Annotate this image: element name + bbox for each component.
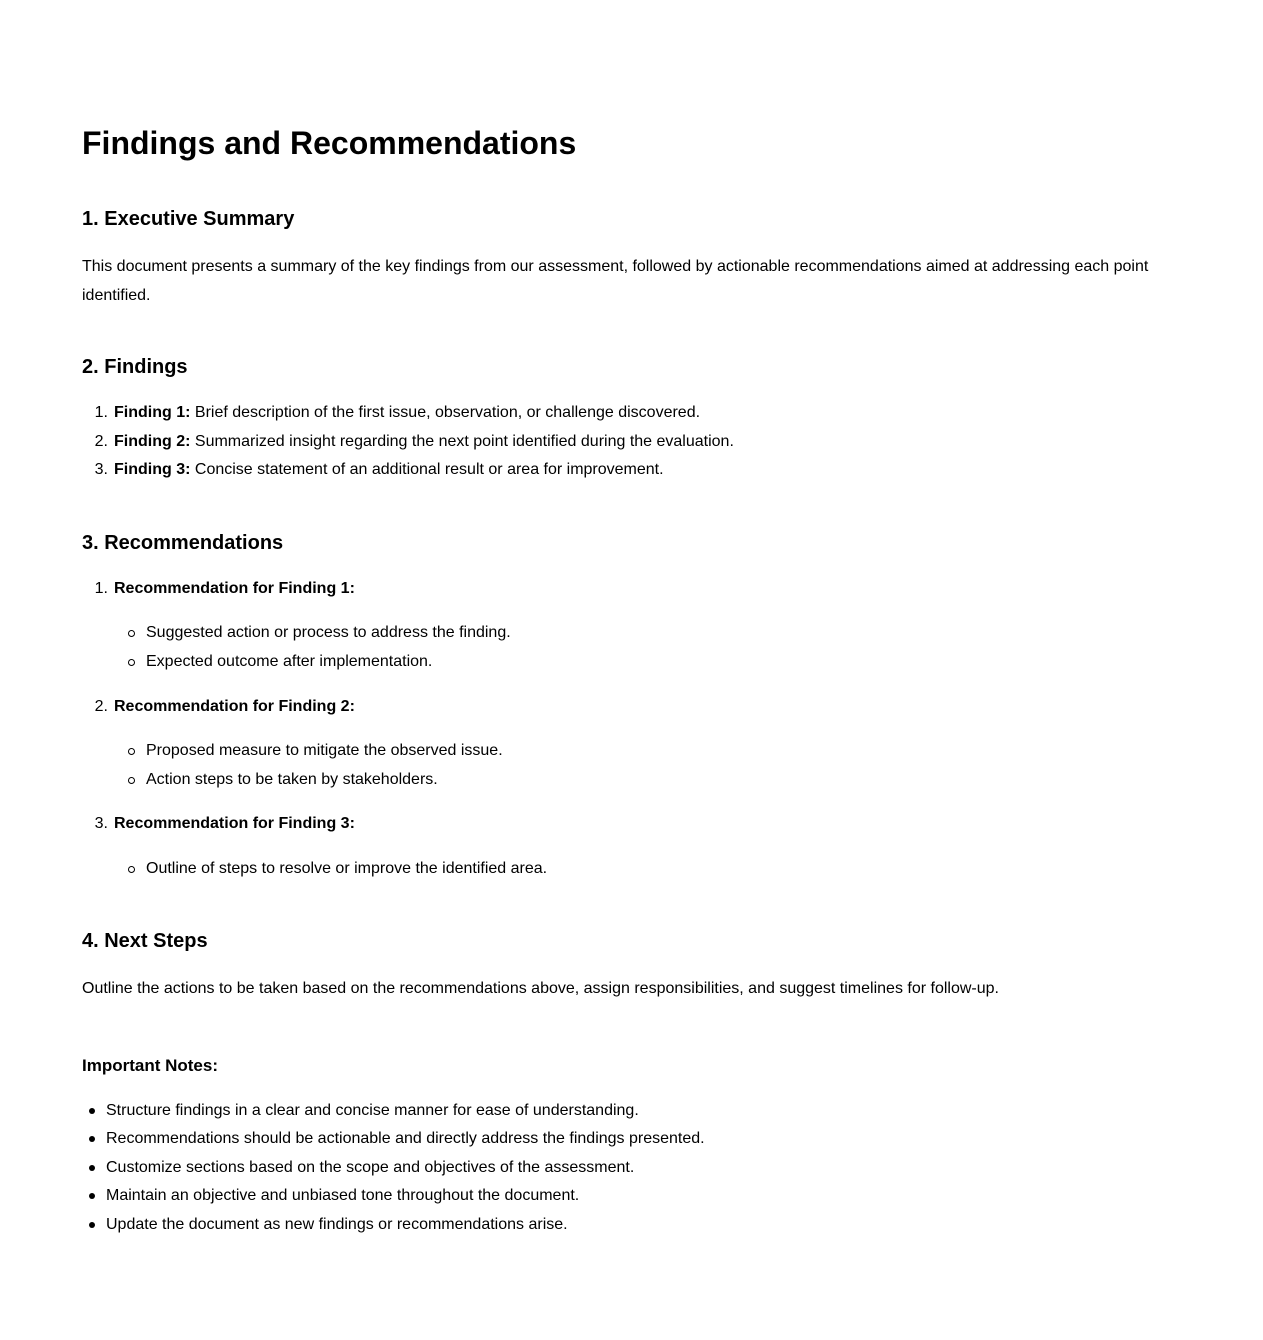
recommendation-bullet: Expected outcome after implementation. [146,653,433,670]
finding-text: Concise statement of an additional result or area for improvement. [194,461,664,478]
list-number: 3. [94,815,108,832]
recommendation-bullet: Outline of steps to resolve or improve the identified area. [146,860,548,877]
note-text: Update the document as new findings or recommendations arise. [106,1216,568,1233]
list-number: 2. [94,433,108,450]
note-text: Maintain an objective and unbiased tone throughout the document. [106,1187,580,1204]
finding-text: Brief description of the first issue, observation, or challenge discovered. [194,404,701,421]
page-title: Findings and Recommendations [82,125,577,161]
list-number: 1. [94,580,108,597]
note-text: Recommendations should be actionable and directly address the findings presented. [106,1130,705,1147]
hollow-bullet-icon [128,630,135,637]
finding-label: Finding 2: [114,433,191,450]
finding-label: Finding 1: [114,404,191,421]
list-number: 3. [94,461,108,478]
next-steps-text: Outline the actions to be taken based on the recommendations above, assign responsibilities, and suggest timelines for follow-up. [82,980,999,997]
recommendation-label: Recommendation for Finding 2: [114,698,355,715]
recommendation-label: Recommendation for Finding 1: [114,580,355,597]
list-number: 2. [94,698,108,715]
finding-label: Finding 3: [114,461,191,478]
recommendations-heading: 3. Recommendations [82,532,284,554]
bullet-icon [89,1108,95,1114]
hollow-bullet-icon [128,748,135,755]
recommendation-bullet: Suggested action or process to address the finding. [146,624,511,641]
hollow-bullet-icon [128,777,135,784]
hollow-bullet-icon [128,659,135,666]
note-text: Customize sections based on the scope and objectives of the assessment. [106,1159,635,1176]
recommendation-bullet: Proposed measure to mitigate the observed issue. [146,742,503,759]
recommendation-bullet: Action steps to be taken by stakeholders. [146,771,438,788]
note-text: Structure findings in a clear and concise manner for ease of understanding. [106,1102,639,1119]
executive-summary-text: This document presents a summary of the key findings from our assessment, followed by actionable recommendations aimed at addressing each point identified. [82,258,1149,304]
hollow-bullet-icon [128,866,135,873]
executive-summary-heading: 1. Executive Summary [82,208,295,230]
findings-heading: 2. Findings [82,356,188,378]
important-notes-heading: Important Notes: [82,1056,218,1075]
bullet-icon [89,1222,95,1228]
bullet-icon [89,1165,95,1171]
next-steps-heading: 4. Next Steps [82,930,208,952]
bullet-icon [89,1193,95,1199]
finding-text: Summarized insight regarding the next point identified during the evaluation. [194,433,734,450]
list-number: 1. [94,404,108,421]
recommendation-label: Recommendation for Finding 3: [114,815,355,832]
bullet-icon [89,1136,95,1142]
